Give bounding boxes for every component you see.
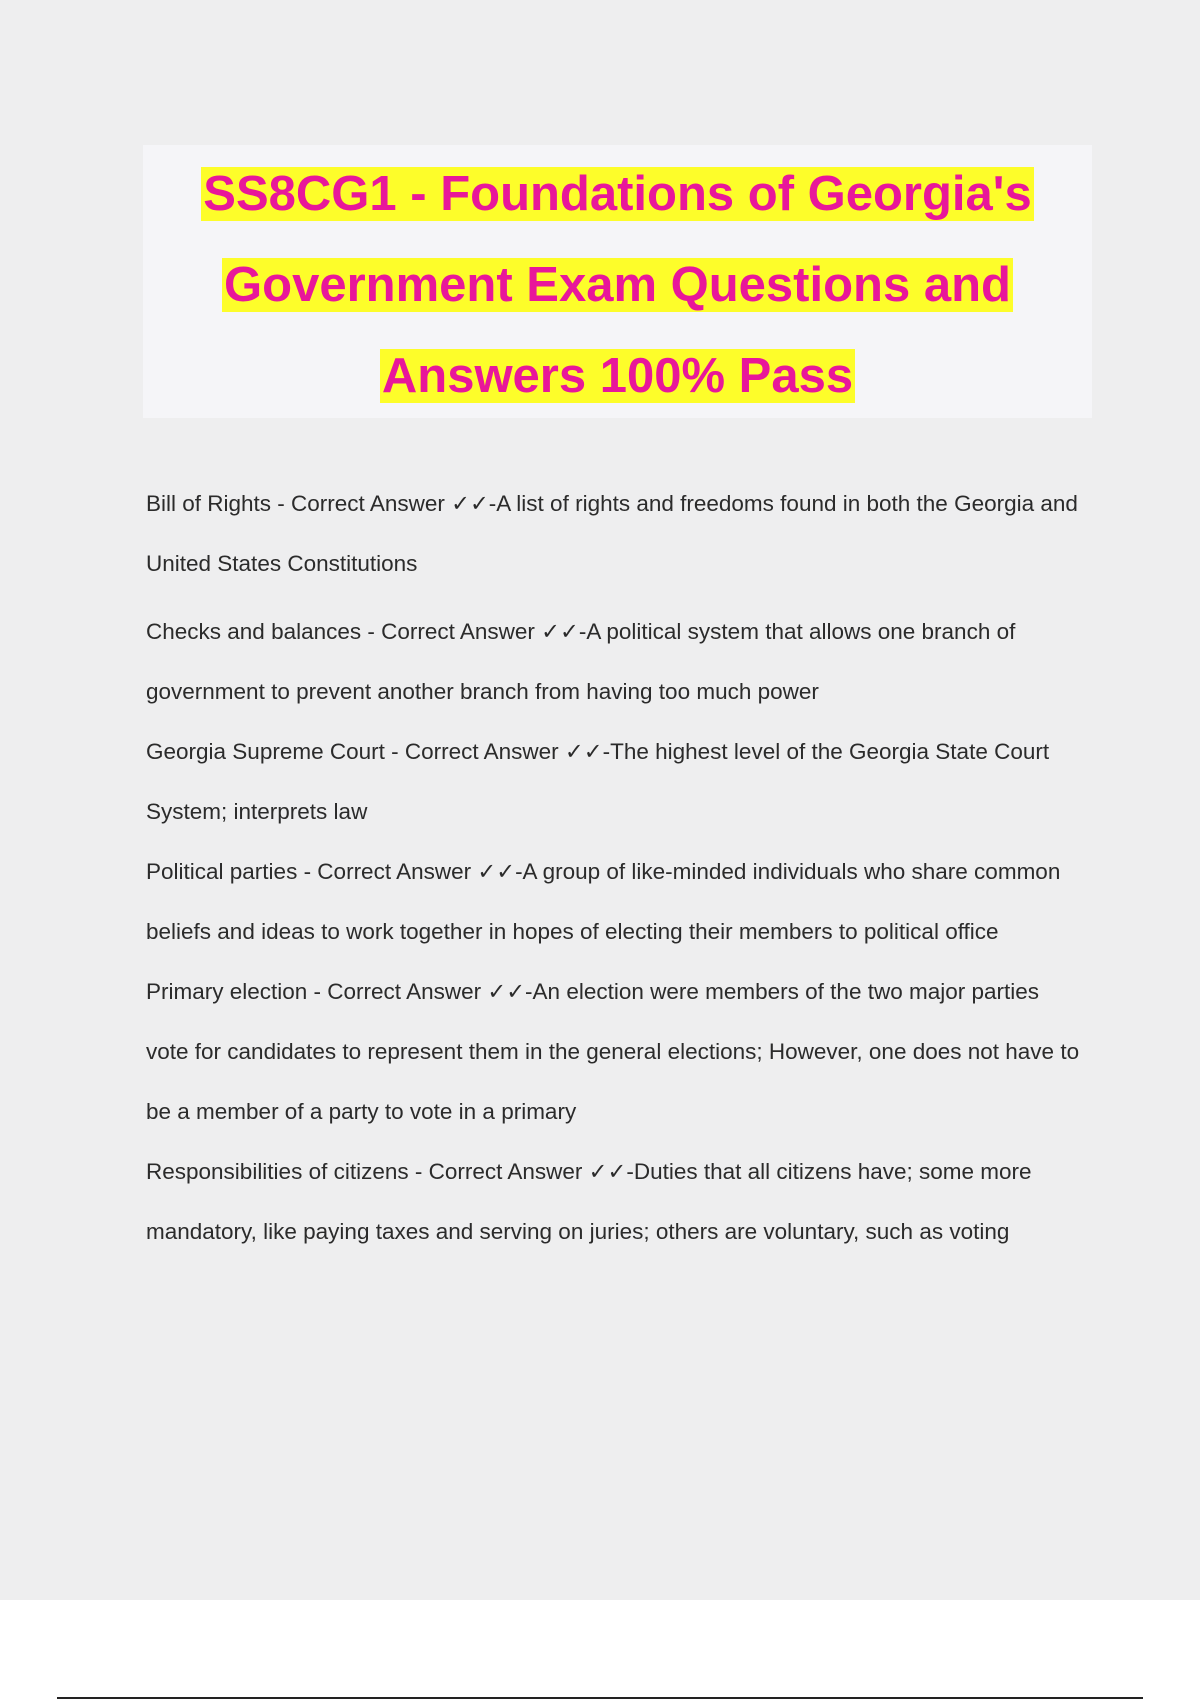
title-text-3: Answers 100% Pass <box>381 349 854 403</box>
qa-list <box>146 474 1086 1262</box>
qa-entry-responsibilities-of-citizens: Responsibilities of citizens - Correct Answer ✓✓-Duties that all citizens have; some more mandatory, like paying taxes and serving on juries; others are voluntary, such as voting <box>146 1159 1032 1244</box>
qa-entry-political-parties: Political parties - Correct Answer ✓✓-A group of like-minded individuals who share common beliefs and ideas to work together in hopes of electing their members to political office <box>146 859 1061 944</box>
footer-divider <box>57 1697 1143 1699</box>
qa-entry-georgia-supreme-court: Georgia Supreme Court - Correct Answer ✓✓-The highest level of the Georgia State Court System; interprets law <box>146 739 1050 824</box>
title-line-2 <box>143 240 1092 331</box>
title-block <box>143 145 1092 418</box>
qa-entry-checks-and-balances: Checks and balances - Correct Answer ✓✓-A political system that allows one branch of government to prevent another branch from having too much power <box>146 619 1016 704</box>
title-line-3 <box>143 331 1092 422</box>
qa-entry-bill-of-rights: Bill of Rights - Correct Answer ✓✓-A list of rights and freedoms found in both the Georgia and United States Constitutions <box>146 491 1078 576</box>
qa-entry-primary-election: Primary election - Correct Answer ✓✓-An election were members of the two major parties vote for candidates to represent them in the general elections; However, one does not have to be a member of a party to vote in a primary <box>146 979 1080 1124</box>
title-text-1: SS8CG1 - Foundations of Georgia's <box>203 167 1032 221</box>
title-text-2: Government Exam Questions and <box>224 258 1011 312</box>
title-line-1 <box>143 149 1092 240</box>
